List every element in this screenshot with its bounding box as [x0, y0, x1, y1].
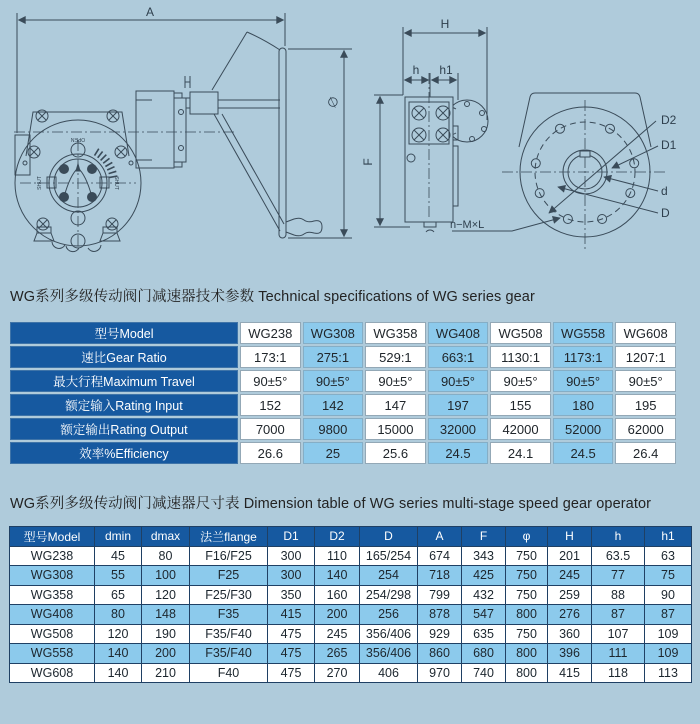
- dimension-table-cell: 300: [268, 566, 315, 586]
- dimension-table-cell: 45: [95, 546, 142, 566]
- spec-row-label: 最大行程Maximum Travel: [10, 370, 238, 392]
- dimension-table-cell: 750: [506, 624, 548, 644]
- dimension-table-row: [10, 605, 692, 625]
- spec-table-cell: 90±5°: [428, 370, 489, 392]
- spec-table-cell: 180: [553, 394, 614, 416]
- dimension-column-header: D1: [268, 527, 315, 547]
- spec-table-cell: 90±5°: [240, 370, 301, 392]
- dimension-table-cell: 75: [645, 566, 692, 586]
- dimension-table-cell: 77: [592, 566, 645, 586]
- spec-table-cell: WG608: [615, 322, 676, 344]
- dimension-table-cell: 406: [360, 663, 418, 683]
- dimension-table-cell: 343: [462, 546, 506, 566]
- dimension-column-header: 法兰flange: [190, 527, 268, 547]
- dim-label-h: h: [412, 63, 420, 77]
- dim-label-F: F: [361, 158, 375, 166]
- spec-table-cell: 9800: [303, 418, 364, 440]
- dimension-table-cell: 120: [95, 624, 142, 644]
- spec-table-cell: 15000: [365, 418, 426, 440]
- dim-label-H: H: [440, 17, 450, 31]
- dimension-table-cell: 750: [506, 546, 548, 566]
- dial-shut-label-right: SHUT: [113, 176, 119, 190]
- dimension-table-cell: 259: [548, 585, 592, 605]
- handwheel-drawing: [212, 32, 322, 238]
- dim-label-d: d: [661, 184, 668, 198]
- front-view-drawing: [14, 5, 352, 252]
- dimension-table-cell: 800: [506, 644, 548, 664]
- dimension-table-cell: F25/F30: [190, 585, 268, 605]
- spec-table-cell: 24.5: [553, 442, 614, 464]
- spec-table-cell: 26.4: [615, 442, 676, 464]
- dimension-table-cell: 300: [268, 546, 315, 566]
- spec-table-cell: 52000: [553, 418, 614, 440]
- dimension-section-heading: WG系列多级传动阀门减速器尺寸表 Dimension table of WG series multi-stage speed gear operator: [10, 496, 652, 512]
- dimension-table-cell: 360: [548, 624, 592, 644]
- spec-table-cell: 1173:1: [553, 346, 614, 368]
- dimension-table-cell: 860: [418, 644, 462, 664]
- spec-row-label: 型号Model: [10, 322, 238, 344]
- spec-table-cell: 275:1: [303, 346, 364, 368]
- dimension-table-cell: 109: [645, 624, 692, 644]
- dimension-table-cell: WG408: [10, 605, 95, 625]
- spec-table-cell: 90±5°: [303, 370, 364, 392]
- dimension-table-cell: 88: [592, 585, 645, 605]
- dimension-table-cell: 90: [645, 585, 692, 605]
- dimension-table-cell: 680: [462, 644, 506, 664]
- dimension-column-header: dmin: [95, 527, 142, 547]
- dimension-column-header: 型号Model: [10, 527, 95, 547]
- dimension-table-row: [10, 585, 692, 605]
- dimension-column-header: D: [360, 527, 418, 547]
- dimension-table-cell: 415: [268, 605, 315, 625]
- dimension-table-cell: 350: [268, 585, 315, 605]
- dimension-table-cell: 140: [95, 644, 142, 664]
- dimension-table-cell: 63.5: [592, 546, 645, 566]
- dimension-table-cell: 165/254: [360, 546, 418, 566]
- spec-row-label: 速比Gear Ratio: [10, 346, 238, 368]
- spec-table-cell: 173:1: [240, 346, 301, 368]
- spec-table-cell: 32000: [428, 418, 489, 440]
- dimension-table-cell: F35: [190, 605, 268, 625]
- spec-table-cell: 155: [490, 394, 551, 416]
- spec-table-cell: 1207:1: [615, 346, 676, 368]
- spec-table-cell: 25.6: [365, 442, 426, 464]
- dimension-column-header: dmax: [142, 527, 190, 547]
- spec-table-row: [10, 370, 676, 392]
- spec-table-cell: 195: [615, 394, 676, 416]
- dimension-table-cell: 799: [418, 585, 462, 605]
- dimension-column-header: F: [462, 527, 506, 547]
- spec-row-label: 额定输出Rating Output: [10, 418, 238, 440]
- spec-table-row: [10, 418, 676, 440]
- spec-table-cell: 152: [240, 394, 301, 416]
- spec-table-cell: WG408: [428, 322, 489, 344]
- dimension-table-row: [10, 663, 692, 683]
- dimension-table-cell: 740: [462, 663, 506, 683]
- dimension-table-cell: 118: [592, 663, 645, 683]
- dimension-table-row: [10, 624, 692, 644]
- spec-table-row: [10, 442, 676, 464]
- dimension-column-header: h1: [645, 527, 692, 547]
- dimension-table-cell: 356/406: [360, 644, 418, 664]
- dimension-table-body: [10, 546, 692, 683]
- dimension-table-cell: 276: [548, 605, 592, 625]
- spec-table-cell: 142: [303, 394, 364, 416]
- dimension-table-cell: 109: [645, 644, 692, 664]
- dimension-table-cell: 750: [506, 566, 548, 586]
- spec-table-cell: WG308: [303, 322, 364, 344]
- spec-table-cell: 26.6: [240, 442, 301, 464]
- dimension-table-cell: 254/298: [360, 585, 418, 605]
- dim-label-h1: h1: [439, 63, 453, 77]
- spec-table-row: [10, 394, 676, 416]
- dimension-table-cell: 140: [95, 663, 142, 683]
- spec-table-cell: 90±5°: [615, 370, 676, 392]
- dimension-table-cell: 475: [268, 644, 315, 664]
- dimension-table-cell: 190: [142, 624, 190, 644]
- dimension-table-cell: 475: [268, 624, 315, 644]
- side-view-drawing: [361, 17, 488, 232]
- dimension-table-cell: 674: [418, 546, 462, 566]
- dim-label-D1: D1: [661, 138, 677, 152]
- dimension-table-cell: 425: [462, 566, 506, 586]
- dimension-table-cell: 120: [142, 585, 190, 605]
- spec-table-cell: 62000: [615, 418, 676, 440]
- dimension-table-cell: F35/F40: [190, 624, 268, 644]
- dimension-table-cell: 265: [315, 644, 360, 664]
- dim-label-phi: ∅: [323, 93, 343, 111]
- dimension-table-cell: WG358: [10, 585, 95, 605]
- dimension-table-row: [10, 566, 692, 586]
- spec-table-cell: 42000: [490, 418, 551, 440]
- dimension-table-cell: WG508: [10, 624, 95, 644]
- dimension-table-cell: WG308: [10, 566, 95, 586]
- dimension-table-cell: 113: [645, 663, 692, 683]
- spec-table-cell: WG508: [490, 322, 551, 344]
- dimension-table-cell: 87: [645, 605, 692, 625]
- dimension-table-cell: F40: [190, 663, 268, 683]
- spec-table-cell: 197: [428, 394, 489, 416]
- dimension-table-cell: 111: [592, 644, 645, 664]
- dim-label-D2: D2: [661, 113, 677, 127]
- dimension-table-cell: 65: [95, 585, 142, 605]
- dimension-table-cell: WG558: [10, 644, 95, 664]
- spec-table-cell: 90±5°: [365, 370, 426, 392]
- dimension-column-header: h: [592, 527, 645, 547]
- dim-label-A: A: [145, 5, 155, 19]
- dimension-table-cell: 750: [506, 585, 548, 605]
- dimension-column-header: A: [418, 527, 462, 547]
- dimension-table-cell: 256: [360, 605, 418, 625]
- dimension-table-cell: F25: [190, 566, 268, 586]
- dimension-table-cell: 201: [548, 546, 592, 566]
- dimension-table-cell: 110: [315, 546, 360, 566]
- dimension-table-cell: 245: [548, 566, 592, 586]
- spec-table-cell: 25: [303, 442, 364, 464]
- spec-table-cell: 24.5: [428, 442, 489, 464]
- dimension-table-cell: 254: [360, 566, 418, 586]
- spec-table-cell: 529:1: [365, 346, 426, 368]
- dimension-header-row: [10, 527, 692, 547]
- spec-table-body: [10, 322, 676, 464]
- spec-table-cell: 663:1: [428, 346, 489, 368]
- dimension-table-cell: 432: [462, 585, 506, 605]
- spec-row-label: 效率%Efficiency: [10, 442, 238, 464]
- spec-table-cell: 90±5°: [553, 370, 614, 392]
- dimension-table-cell: 878: [418, 605, 462, 625]
- dim-label-nML: n−M×L: [450, 219, 485, 231]
- dial-shut-label-left: SHUT: [37, 176, 43, 190]
- dimension-table: [9, 526, 692, 683]
- dimension-table-cell: 63: [645, 546, 692, 566]
- dimension-table-cell: 270: [315, 663, 360, 683]
- dimension-table-cell: 929: [418, 624, 462, 644]
- dimension-table-cell: WG608: [10, 663, 95, 683]
- dimension-table-cell: 148: [142, 605, 190, 625]
- dimension-table-cell: 970: [418, 663, 462, 683]
- dimension-table-cell: 80: [95, 605, 142, 625]
- dimension-table-cell: F35/F40: [190, 644, 268, 664]
- spec-table-cell: 90±5°: [490, 370, 551, 392]
- dimension-table-cell: 475: [268, 663, 315, 683]
- dimension-table-cell: 547: [462, 605, 506, 625]
- dimension-table-cell: 396: [548, 644, 592, 664]
- dimension-table-row: [10, 546, 692, 566]
- dimension-table-cell: 55: [95, 566, 142, 586]
- spec-table-cell: WG358: [365, 322, 426, 344]
- dim-label-D: D: [661, 206, 670, 220]
- dimension-table-cell: 800: [506, 605, 548, 625]
- dimension-table-cell: 210: [142, 663, 190, 683]
- dimension-table-cell: 80: [142, 546, 190, 566]
- spec-table-cell: WG558: [553, 322, 614, 344]
- spec-section-heading: WG系列多级传动阀门减速器技术参数 Technical specifications of WG series gear: [10, 289, 535, 305]
- dimension-column-header: D2: [315, 527, 360, 547]
- dimension-table-row: [10, 644, 692, 664]
- dimension-table-cell: 718: [418, 566, 462, 586]
- drawing-svg: [0, 0, 700, 278]
- spec-table-cell: 1130:1: [490, 346, 551, 368]
- dimension-table-cell: 160: [315, 585, 360, 605]
- technical-drawing: [0, 0, 700, 278]
- dimension-table-cell: 200: [315, 605, 360, 625]
- dimension-table-cell: WG238: [10, 546, 95, 566]
- spec-table-row: [10, 346, 676, 368]
- dimension-table-cell: 200: [142, 644, 190, 664]
- dimension-table-cell: F16/F25: [190, 546, 268, 566]
- dimension-column-header: φ: [506, 527, 548, 547]
- spec-table-row: [10, 322, 676, 344]
- spec-table-cell: WG238: [240, 322, 301, 344]
- dimension-column-header: H: [548, 527, 592, 547]
- spec-table: [8, 320, 678, 466]
- dimension-table-cell: 107: [592, 624, 645, 644]
- dimension-table-cell: 140: [315, 566, 360, 586]
- spec-row-label: 额定输入Rating Input: [10, 394, 238, 416]
- spec-table-cell: 24.1: [490, 442, 551, 464]
- spec-table-cell: 7000: [240, 418, 301, 440]
- flange-view-drawing: [450, 93, 677, 249]
- dial-open-label: OPEN: [70, 136, 86, 142]
- spec-table-cell: 147: [365, 394, 426, 416]
- dimension-table-cell: 356/406: [360, 624, 418, 644]
- dimension-table-cell: 245: [315, 624, 360, 644]
- dimension-table-cell: 415: [548, 663, 592, 683]
- dimension-table-cell: 87: [592, 605, 645, 625]
- dimension-table-cell: 100: [142, 566, 190, 586]
- dimension-table-cell: 800: [506, 663, 548, 683]
- dimension-table-cell: 635: [462, 624, 506, 644]
- dimension-table-head: [10, 527, 692, 547]
